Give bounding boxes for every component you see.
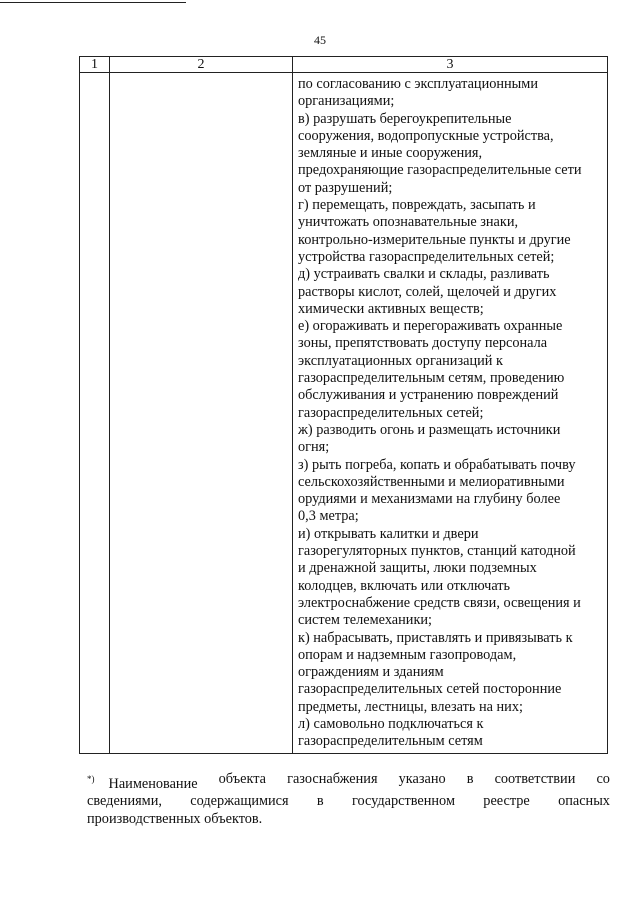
text-line: огня; <box>298 439 330 456</box>
text-line: газораспределительным сетям <box>298 733 483 750</box>
text-line: г) перемещать, повреждать, засыпать и <box>298 197 536 214</box>
footnote-lead <box>87 771 198 793</box>
footnote-mark: *) <box>87 774 95 784</box>
column-header-3: 3 <box>293 57 608 73</box>
text-line: контрольно-измерительные пункты и другие <box>298 231 571 248</box>
text-line: з) рыть погреба, копать и обрабатывать почву <box>298 456 576 473</box>
footnote-word: указано <box>398 771 446 787</box>
text-line: устройства газораспределительных сетей; <box>298 248 555 265</box>
footnote-word: со <box>596 771 610 787</box>
text-line: электроснабжение средств связи, освещения и <box>298 594 581 611</box>
text-line: от разрушений; <box>298 179 393 196</box>
footnote-word: соответствии <box>494 771 576 787</box>
footnote-word: государственном <box>351 793 455 810</box>
footnote-word: в <box>466 771 474 787</box>
cell-col-2 <box>110 73 293 754</box>
footnote-line-3: производственных объектов. <box>87 810 263 827</box>
top-rule <box>0 2 186 3</box>
text-line: уничтожать опознавательные знаки, <box>298 214 519 231</box>
text-line: предметы, лестницы, влезать на них; <box>298 698 523 715</box>
table-header-row <box>80 57 608 73</box>
text-line: систем телемеханики; <box>298 612 433 629</box>
text-line: газораспределительным сетям, проведению <box>298 370 565 387</box>
footnote-word: объекта <box>218 771 266 787</box>
footnote-word: газоснабжения <box>287 771 378 787</box>
column-header-2: 2 <box>110 57 293 73</box>
text-line: и дренажной защиты, люки подземных <box>298 560 537 577</box>
footnote-word: сведениями, <box>87 793 162 810</box>
column-header-1: 1 <box>80 57 110 73</box>
text-line: ж) разводить огонь и размещать источники <box>298 421 561 438</box>
footnote <box>87 771 610 828</box>
text-line: сельскохозяйственными и мелиоративными <box>298 473 565 490</box>
footnote-word: в <box>316 793 324 810</box>
text-line: предохраняющие газораспределительные сети <box>298 162 582 179</box>
text-line: земляные и иные сооружения, <box>298 145 483 162</box>
footnote-line-1 <box>87 771 610 793</box>
text-line: растворы кислот, солей, щелочей и других <box>298 283 557 300</box>
text-line: орудиями и механизмами на глубину более <box>298 491 561 508</box>
text-line: газораспределительных сетей; <box>298 404 484 421</box>
text-line: зоны, препятствовать доступу персонала <box>298 335 548 352</box>
cell-col-3-text <box>293 73 608 754</box>
text-line: д) устраивать свалки и склады, разливать <box>298 266 550 283</box>
text-line: колодцев, включать или отключать <box>298 577 511 594</box>
text-line: л) самовольно подключаться к <box>298 715 484 732</box>
text-line: ограждениям и зданиям <box>298 664 444 681</box>
text-line: сооружения, водопропускные устройства, <box>298 127 554 144</box>
footnote-line-2 <box>87 793 610 811</box>
text-line: химически активных веществ; <box>298 300 484 317</box>
footnote-word: реестре <box>483 793 530 810</box>
text-line: опорам и надземным газопроводам, <box>298 646 517 663</box>
requirements-table <box>79 56 608 754</box>
text-line: е) огораживать и перегораживать охранные <box>298 318 563 335</box>
text-line: обслуживания и устранению повреждений <box>298 387 559 404</box>
footnote-word: содержащимися <box>190 793 289 810</box>
footnote-word: Наименование <box>108 775 198 792</box>
cell-col-1 <box>80 73 110 754</box>
text-line: газорегуляторных пунктов, станций катодной <box>298 543 576 560</box>
text-line: эксплуатационных организаций к <box>298 352 503 369</box>
text-line: по согласованию с эксплуатационными <box>298 76 538 92</box>
text-line: к) набрасывать, приставлять и привязывать к <box>298 629 573 646</box>
page-number: 45 <box>314 33 326 47</box>
text-line: в) разрушать берегоукрепительные <box>298 110 512 127</box>
table-row <box>80 73 608 754</box>
text-line: 0,3 метра; <box>298 508 359 525</box>
text-line: организациями; <box>298 93 395 110</box>
footnote-word: опасных <box>558 793 610 810</box>
text-line: газораспределительных сетей посторонние <box>298 681 562 698</box>
text-line: и) открывать калитки и двери <box>298 525 479 542</box>
